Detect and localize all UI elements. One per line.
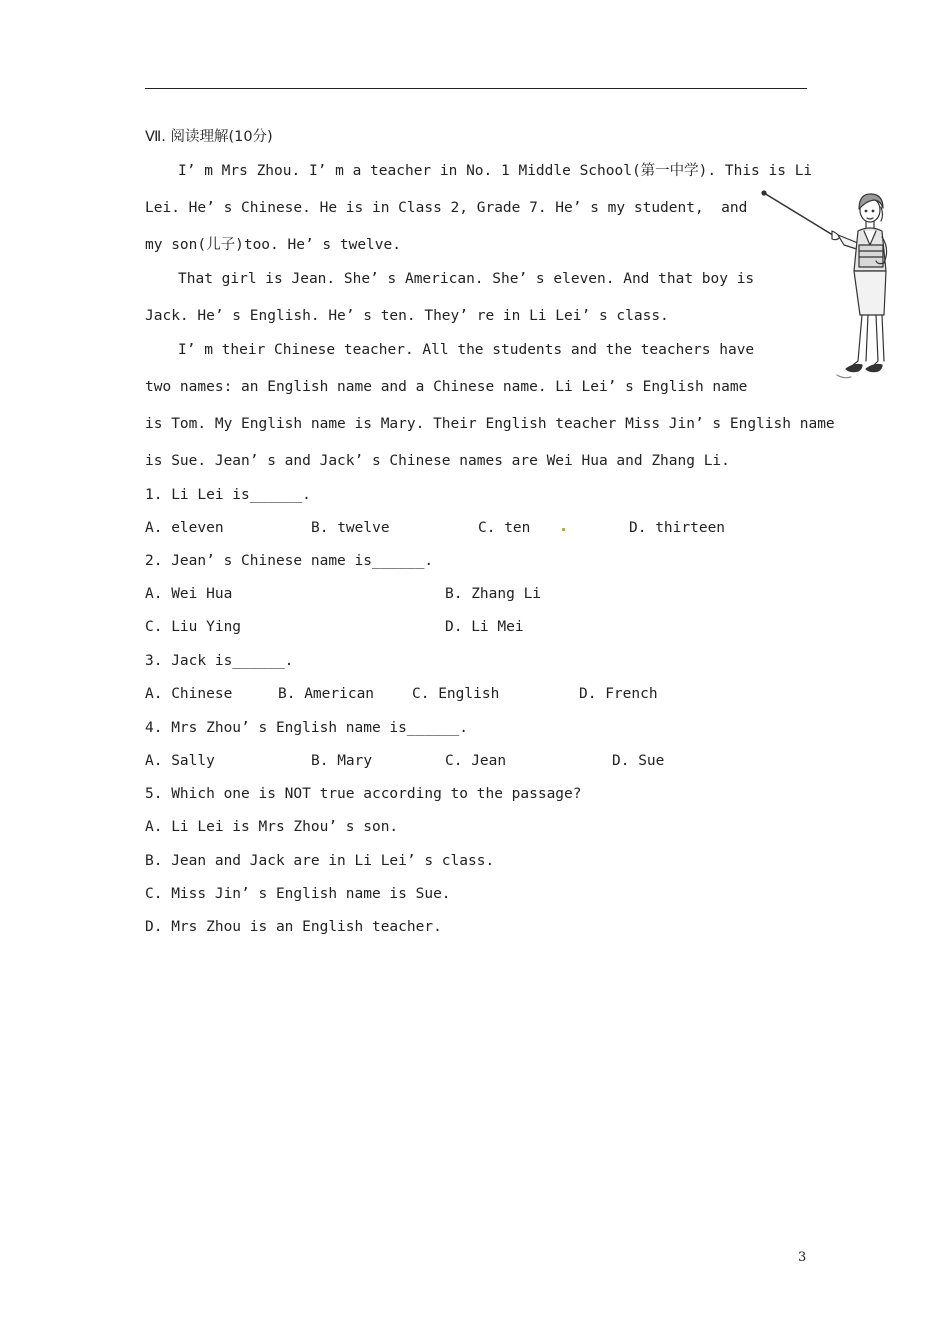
answer-option[interactable]: B. Zhang Li	[445, 586, 542, 602]
answer-option[interactable]: B. American	[278, 686, 375, 702]
passage-line: is Sue. Jean’ s and Jack’ s Chinese names are Wei Hua and Zhang Li.	[145, 453, 730, 469]
answer-option[interactable]: C. Liu Ying	[145, 619, 242, 635]
answer-option[interactable]: D. Li Mei	[445, 619, 524, 635]
answer-option[interactable]: A. Chinese	[145, 686, 233, 702]
page-number: 3	[798, 1250, 807, 1265]
answer-option[interactable]: B. twelve	[311, 520, 390, 536]
passage-line: two names: an English name and a Chinese name. Li Lei’ s English name	[145, 379, 748, 395]
answer-option[interactable]: C. ten	[478, 520, 531, 536]
answer-option[interactable]: A. eleven	[145, 520, 224, 536]
question-stem: 5. Which one is NOT true according to the passage?	[145, 786, 582, 802]
question-stem: 1. Li Lei is______.	[145, 487, 311, 503]
answer-option[interactable]: D. Sue	[612, 753, 665, 769]
answer-option[interactable]: B. Jean and Jack are in Li Lei’ s class.	[145, 853, 495, 869]
header-rule	[145, 88, 807, 89]
answer-option[interactable]: D. Mrs Zhou is an English teacher.	[145, 919, 442, 935]
answer-option[interactable]: A. Li Lei is Mrs Zhou’ s son.	[145, 819, 399, 835]
answer-option[interactable]: B. Mary	[311, 753, 373, 769]
stray-mark	[562, 528, 565, 531]
passage-line: my son(儿子)too. He’ s twelve.	[145, 237, 401, 253]
question-stem: 3. Jack is______.	[145, 653, 294, 669]
answer-option[interactable]: A. Wei Hua	[145, 586, 233, 602]
passage-line: That girl is Jean. She’ s American. She’ s eleven. And that boy is	[178, 271, 755, 287]
passage-line: is Tom. My English name is Mary. Their English teacher Miss Jin’ s English name	[145, 416, 835, 432]
answer-option[interactable]: C. Miss Jin’ s English name is Sue.	[145, 886, 451, 902]
teacher-illustration	[760, 165, 900, 390]
passage-line: Lei. He’ s Chinese. He is in Class 2, Grade 7. He’ s my student, and	[145, 200, 748, 216]
passage-line: Jack. He’ s English. He’ s ten. They’ re in Li Lei’ s class.	[145, 308, 669, 324]
question-stem: 4. Mrs Zhou’ s English name is______.	[145, 720, 469, 736]
passage-line: I’ m their Chinese teacher. All the students and the teachers have	[178, 342, 755, 358]
question-stem: 2. Jean’ s Chinese name is______.	[145, 553, 434, 569]
answer-option[interactable]: C. English	[412, 686, 500, 702]
answer-option[interactable]: C. Jean	[445, 753, 507, 769]
answer-option[interactable]: D. thirteen	[629, 520, 726, 536]
passage-line: I’ m Mrs Zhou. I’ m a teacher in No. 1 Middle School(第一中学). This is Li	[178, 163, 813, 179]
answer-option[interactable]: D. French	[579, 686, 658, 702]
section-title: Ⅶ. 阅读理解(10分)	[145, 129, 273, 145]
answer-option[interactable]: A. Sally	[145, 753, 215, 769]
